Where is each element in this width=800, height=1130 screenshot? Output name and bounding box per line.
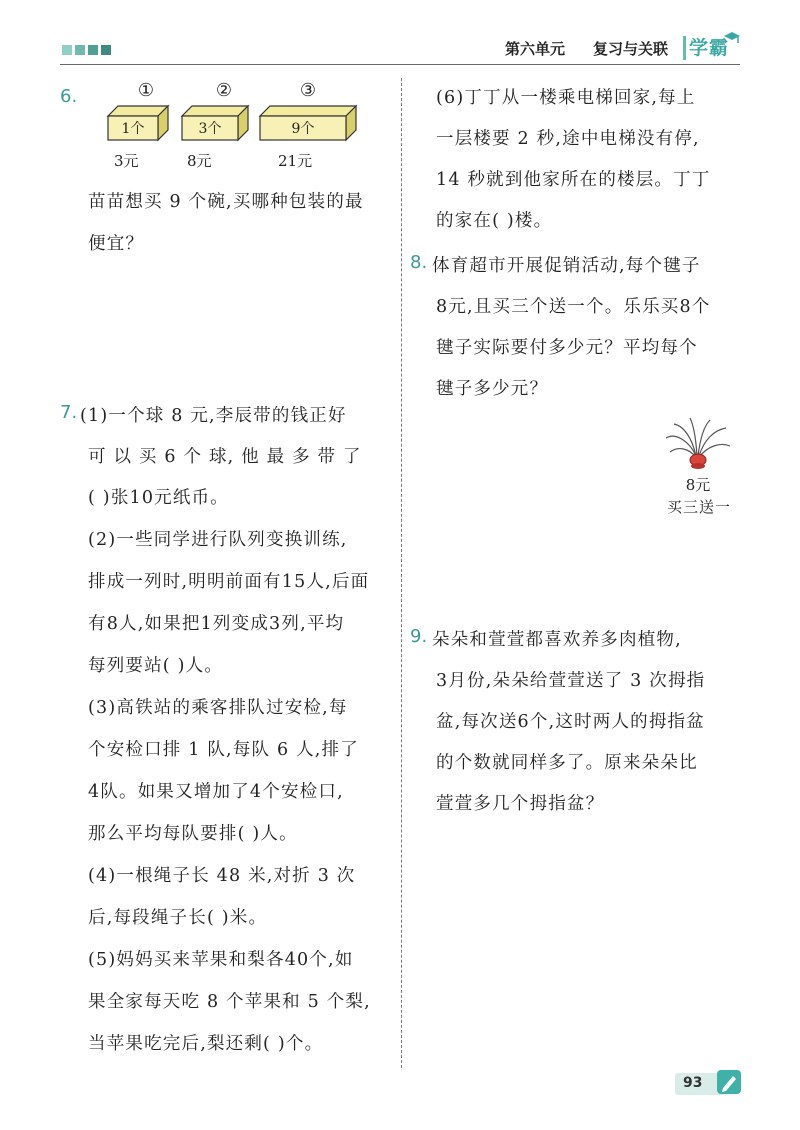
package-1-count: 1个 — [121, 121, 145, 137]
package-3-index: ③ — [299, 80, 317, 101]
promo-label: 买三送一 — [666, 498, 731, 516]
question-8-number: 8. — [410, 252, 428, 273]
q7-part6-text-line: 14 秒就到他家所在的楼层。丁丁 — [436, 170, 711, 190]
shuttlecock-icon — [662, 416, 734, 472]
q7-part6-text-line: 的家在( )楼。 — [436, 211, 553, 231]
question-9-number: 9. — [410, 626, 428, 647]
q7-text-line: 个安检口排 1 队,每队 6 人,排了 — [88, 740, 359, 760]
q9-text-line: 3月份,朵朵给萱萱送了 3 次拇指 — [436, 671, 706, 691]
question-6-number: 6. — [60, 86, 78, 107]
q7-part6-text-line: 一层楼要 2 秒,途中电梯没有停, — [436, 129, 700, 149]
package-2-index: ② — [215, 80, 233, 101]
q7-text-line: (5)妈妈买来苹果和梨各40个,如 — [88, 950, 354, 970]
header-unit: 第六单元 — [505, 40, 566, 58]
q9-text-line: 盆,每次送6个,这时两人的拇指盆 — [436, 712, 705, 732]
package-2-price: 8元 — [187, 152, 212, 170]
header-decor-squares — [62, 45, 111, 55]
package-2-count: 3个 — [198, 121, 222, 137]
page-header — [0, 0, 800, 70]
header-square — [101, 45, 111, 55]
q7-text-line: 果全家每天吃 8 个苹果和 5 个梨, — [88, 992, 371, 1012]
q7-text-line: (4)一根绳子长 48 米,对折 3 次 — [88, 866, 356, 886]
q9-text-line: 的个数就同样多了。原来朵朵比 — [436, 753, 698, 773]
q9-text-line: 朵朵和萱萱都喜欢养多肉植物, — [432, 630, 682, 650]
header-square — [75, 45, 85, 55]
q7-text-line: 4队。如果又增加了4个安检口, — [88, 782, 344, 802]
package-1-index: ① — [137, 80, 155, 101]
header-square — [62, 45, 72, 55]
header-brand-logo: 学霸 — [689, 37, 730, 59]
q7-text-line: 有8人,如果把1列变成3列,平均 — [88, 614, 345, 634]
question-7-number: 7. — [60, 402, 78, 423]
package-3-price: 21元 — [278, 152, 313, 170]
q7-text-line: 排成一列时,明明前面有15人,后面 — [88, 572, 370, 592]
q9-text-line: 萱萱多几个拇指盆？ — [436, 794, 605, 814]
column-divider — [401, 78, 402, 1068]
header-square — [88, 45, 98, 55]
q7-text-line: 当苹果吃完后,梨还剩( )个。 — [88, 1034, 324, 1054]
q6-text-line: 便宜？ — [88, 234, 145, 254]
q7-text-line: 那么平均每队要排( )人。 — [88, 824, 298, 844]
header-rule — [60, 64, 740, 65]
package-1-price: 3元 — [114, 152, 139, 170]
shuttlecock-price: 8元 — [685, 476, 711, 494]
q7-text-line: (3)高铁站的乘客排队过安检,每 — [88, 698, 348, 718]
q8-text-line: 体育超市开展促销活动,每个毽子 — [432, 256, 701, 276]
page-number: 93 — [683, 1075, 703, 1091]
header-divider-bar — [683, 36, 686, 60]
header-section: 复习与关联 — [593, 40, 669, 58]
pencil-icon — [715, 1068, 743, 1096]
package-3-count: 9个 — [291, 121, 315, 137]
q8-text-line: 毽子实际要付多少元？平均每个 — [436, 338, 698, 358]
q6-text-line: 苗苗想买 9 个碗,买哪种包装的最 — [88, 192, 364, 212]
brand-cap-icon — [722, 30, 742, 46]
q8-text-line: 毽子多少元？ — [436, 379, 549, 399]
q7-text-line: ( )张10元纸币。 — [88, 488, 229, 508]
q7-text-line: (1)一个球 8 元,李辰带的钱正好 — [80, 406, 347, 426]
q7-text-line: 可 以 买 6 个 球, 他 最 多 带 了 — [88, 447, 362, 467]
q7-part6-text-line: (6)丁丁从一楼乘电梯回家,每上 — [436, 88, 696, 108]
q7-text-line: 后,每段绳子长( )米。 — [88, 908, 268, 928]
q7-text-line: (2)一些同学进行队列变换训练, — [88, 530, 348, 550]
q7-text-line: 每列要站( )人。 — [88, 656, 224, 676]
q8-text-line: 8元,且买三个送一个。乐乐买8个 — [436, 297, 711, 317]
